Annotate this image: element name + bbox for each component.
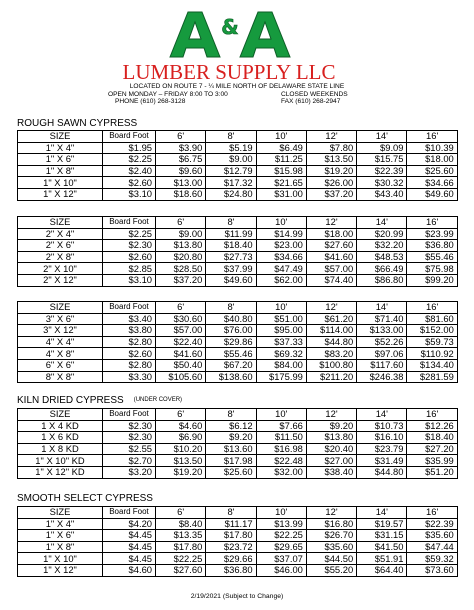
table-row bbox=[18, 466, 458, 478]
size-cell: 8" X 8" bbox=[18, 371, 103, 383]
length-price: $9.20 bbox=[206, 432, 256, 444]
size-cell: 2" X 12" bbox=[18, 274, 103, 286]
length-price: $97.06 bbox=[357, 348, 407, 360]
column-header: 10' bbox=[256, 217, 306, 229]
size-cell: 1" X 6" bbox=[18, 154, 103, 166]
board-foot-price: $4.45 bbox=[103, 541, 156, 553]
length-price: $61.20 bbox=[306, 313, 356, 325]
board-foot-price: $3.80 bbox=[103, 325, 156, 337]
column-header: SIZE bbox=[18, 217, 103, 229]
table-row bbox=[18, 443, 458, 455]
price-table bbox=[17, 301, 458, 383]
board-foot-price: $3.40 bbox=[103, 313, 156, 325]
size-cell: 1 X 4 KD bbox=[18, 420, 103, 432]
board-foot-price: $4.45 bbox=[103, 530, 156, 542]
location-line: LOCATED ON ROUTE 7 - ¼ MILE NORTH OF DELAWARE STATE LINE bbox=[129, 83, 345, 90]
column-header: Board Foot bbox=[103, 302, 156, 314]
length-price: $5.19 bbox=[206, 142, 256, 154]
column-header: 14' bbox=[357, 507, 407, 519]
length-price: $246.38 bbox=[357, 371, 407, 383]
length-price: $22.25 bbox=[156, 553, 206, 565]
column-header: 12' bbox=[306, 507, 356, 519]
table-row bbox=[18, 455, 458, 467]
board-foot-price: $2.85 bbox=[103, 263, 156, 275]
column-header: 16' bbox=[407, 302, 457, 314]
length-price: $9.09 bbox=[357, 142, 407, 154]
length-price: $75.98 bbox=[407, 263, 457, 275]
length-price: $51.91 bbox=[357, 553, 407, 565]
price-table bbox=[17, 506, 458, 577]
length-price: $49.60 bbox=[206, 274, 256, 286]
board-foot-price: $2.40 bbox=[103, 165, 156, 177]
length-price: $44.50 bbox=[306, 553, 356, 565]
table-row bbox=[18, 541, 458, 553]
length-price: $16.80 bbox=[306, 518, 356, 530]
length-price: $24.80 bbox=[206, 188, 256, 200]
column-header: SIZE bbox=[18, 409, 103, 421]
length-price: $27.60 bbox=[156, 564, 206, 576]
header-row bbox=[18, 302, 458, 314]
length-price: $28.50 bbox=[156, 263, 206, 275]
column-header: Board Foot bbox=[103, 409, 156, 421]
length-price: $211.20 bbox=[306, 371, 356, 383]
length-price: $117.60 bbox=[357, 359, 407, 371]
length-price: $37.07 bbox=[256, 553, 306, 565]
length-price: $281.59 bbox=[407, 371, 457, 383]
table-row bbox=[18, 263, 458, 275]
column-header: 6' bbox=[156, 217, 206, 229]
length-price: $4.60 bbox=[156, 420, 206, 432]
length-price: $16.10 bbox=[357, 432, 407, 444]
length-price: $25.60 bbox=[206, 466, 256, 478]
length-price: $34.66 bbox=[256, 251, 306, 263]
length-price: $59.73 bbox=[407, 336, 457, 348]
length-price: $50.40 bbox=[156, 359, 206, 371]
size-cell: 4" X 8" bbox=[18, 348, 103, 360]
length-price: $152.00 bbox=[407, 325, 457, 337]
length-price: $138.60 bbox=[206, 371, 256, 383]
length-price: $6.90 bbox=[156, 432, 206, 444]
table-row bbox=[18, 251, 458, 263]
column-header: 16' bbox=[407, 409, 457, 421]
price-table bbox=[17, 408, 458, 479]
board-foot-price: $2.60 bbox=[103, 348, 156, 360]
length-price: $29.86 bbox=[206, 336, 256, 348]
board-foot-price: $2.30 bbox=[103, 432, 156, 444]
board-foot-price: $2.30 bbox=[103, 420, 156, 432]
company-name: LUMBER SUPPLY LLC bbox=[122, 60, 336, 84]
length-price: $6.75 bbox=[156, 154, 206, 166]
length-price: $35.99 bbox=[407, 455, 457, 467]
length-price: $9.00 bbox=[156, 228, 206, 240]
table-row bbox=[18, 553, 458, 565]
length-price: $15.75 bbox=[357, 154, 407, 166]
length-price: $18.60 bbox=[156, 188, 206, 200]
size-cell: 1" X 10" bbox=[18, 553, 103, 565]
length-price: $18.40 bbox=[206, 240, 256, 252]
column-header: 8' bbox=[206, 507, 256, 519]
length-price: $3.90 bbox=[156, 142, 206, 154]
length-price: $86.80 bbox=[357, 274, 407, 286]
length-price: $19.57 bbox=[357, 518, 407, 530]
header-row bbox=[18, 507, 458, 519]
length-price: $36.80 bbox=[407, 240, 457, 252]
length-price: $62.00 bbox=[256, 274, 306, 286]
length-price: $17.32 bbox=[206, 177, 256, 189]
length-price: $47.49 bbox=[256, 263, 306, 275]
table-row bbox=[18, 240, 458, 252]
length-price: $31.00 bbox=[256, 188, 306, 200]
column-header: 8' bbox=[206, 131, 256, 143]
size-cell: 1" X 8" bbox=[18, 165, 103, 177]
table-row bbox=[18, 518, 458, 530]
length-price: $13.35 bbox=[156, 530, 206, 542]
length-price: $22.48 bbox=[256, 455, 306, 467]
column-header: 10' bbox=[256, 507, 306, 519]
table-row bbox=[18, 313, 458, 325]
table-row bbox=[18, 336, 458, 348]
table-row bbox=[18, 348, 458, 360]
column-header: 10' bbox=[256, 131, 306, 143]
length-price: $14.99 bbox=[256, 228, 306, 240]
price-table bbox=[17, 216, 458, 287]
length-price: $10.73 bbox=[357, 420, 407, 432]
length-price: $32.20 bbox=[357, 240, 407, 252]
size-cell: 1" X 12" KD bbox=[18, 466, 103, 478]
length-price: $27.00 bbox=[306, 455, 356, 467]
size-cell: 1" X 10" bbox=[18, 177, 103, 189]
length-price: $44.80 bbox=[357, 466, 407, 478]
header-row bbox=[18, 217, 458, 229]
length-price: $8.40 bbox=[156, 518, 206, 530]
length-price: $11.17 bbox=[206, 518, 256, 530]
size-cell: 6" X 6" bbox=[18, 359, 103, 371]
length-price: $19.20 bbox=[306, 165, 356, 177]
column-header: 12' bbox=[306, 131, 356, 143]
length-price: $31.15 bbox=[357, 530, 407, 542]
closed-line: CLOSED WEEKENDS bbox=[281, 90, 348, 98]
column-header: 6' bbox=[156, 302, 206, 314]
board-foot-price: $4.60 bbox=[103, 564, 156, 576]
column-header: 16' bbox=[407, 131, 457, 143]
board-foot-price: $3.10 bbox=[103, 274, 156, 286]
length-price: $30.32 bbox=[357, 177, 407, 189]
length-price: $41.50 bbox=[357, 541, 407, 553]
board-foot-price: $2.30 bbox=[103, 240, 156, 252]
size-cell: 2" X 8" bbox=[18, 251, 103, 263]
length-price: $114.00 bbox=[306, 325, 356, 337]
length-price: $83.20 bbox=[306, 348, 356, 360]
table-row bbox=[18, 530, 458, 542]
length-price: $59.32 bbox=[407, 553, 457, 565]
section-note: (UNDER COVER) bbox=[133, 397, 183, 403]
length-price: $22.25 bbox=[256, 530, 306, 542]
board-foot-price: $2.80 bbox=[103, 336, 156, 348]
board-foot-price: $3.20 bbox=[103, 466, 156, 478]
length-price: $36.80 bbox=[206, 564, 256, 576]
column-header: 16' bbox=[407, 507, 457, 519]
board-foot-price: $1.95 bbox=[103, 142, 156, 154]
length-price: $25.60 bbox=[407, 165, 457, 177]
length-price: $12.26 bbox=[407, 420, 457, 432]
length-price: $13.99 bbox=[256, 518, 306, 530]
length-price: $48.53 bbox=[357, 251, 407, 263]
length-price: $13.00 bbox=[156, 177, 206, 189]
length-price: $18.00 bbox=[306, 228, 356, 240]
size-cell: 1" X 10" KD bbox=[18, 455, 103, 467]
length-price: $30.60 bbox=[156, 313, 206, 325]
company-logo bbox=[0, 0, 474, 84]
length-price: $27.60 bbox=[306, 240, 356, 252]
length-price: $31.49 bbox=[357, 455, 407, 467]
length-price: $17.98 bbox=[206, 455, 256, 467]
length-price: $37.20 bbox=[306, 188, 356, 200]
column-header: 14' bbox=[357, 302, 407, 314]
length-price: $29.65 bbox=[256, 541, 306, 553]
size-cell: 1 X 6 KD bbox=[18, 432, 103, 444]
length-price: $10.39 bbox=[407, 142, 457, 154]
header bbox=[0, 0, 474, 112]
fax-line: FAX (610) 268-2947 bbox=[281, 98, 341, 106]
length-price: $18.00 bbox=[407, 154, 457, 166]
table-row bbox=[18, 177, 458, 189]
length-price: $22.39 bbox=[357, 165, 407, 177]
length-price: $35.60 bbox=[407, 530, 457, 542]
size-cell: 1" X 4" bbox=[18, 142, 103, 154]
length-price: $21.65 bbox=[256, 177, 306, 189]
length-price: $43.40 bbox=[357, 188, 407, 200]
length-price: $44.80 bbox=[306, 336, 356, 348]
length-price: $10.20 bbox=[156, 443, 206, 455]
length-price: $95.00 bbox=[256, 325, 306, 337]
column-header: Board Foot bbox=[103, 507, 156, 519]
length-price: $9.60 bbox=[156, 165, 206, 177]
length-price: $7.80 bbox=[306, 142, 356, 154]
length-price: $23.79 bbox=[357, 443, 407, 455]
length-price: $23.00 bbox=[256, 240, 306, 252]
section-title-smooth-select: SMOOTH SELECT CYPRESS bbox=[17, 493, 153, 504]
length-price: $37.99 bbox=[206, 263, 256, 275]
size-cell: 3" X 12" bbox=[18, 325, 103, 337]
table-row bbox=[18, 165, 458, 177]
board-foot-price: $4.45 bbox=[103, 553, 156, 565]
length-price: $20.99 bbox=[357, 228, 407, 240]
table-row bbox=[18, 325, 458, 337]
length-price: $34.66 bbox=[407, 177, 457, 189]
length-price: $12.79 bbox=[206, 165, 256, 177]
length-price: $9.00 bbox=[206, 154, 256, 166]
length-price: $67.20 bbox=[206, 359, 256, 371]
length-price: $27.20 bbox=[407, 443, 457, 455]
column-header: 8' bbox=[206, 302, 256, 314]
length-price: $37.20 bbox=[156, 274, 206, 286]
length-price: $105.60 bbox=[156, 371, 206, 383]
length-price: $23.99 bbox=[407, 228, 457, 240]
length-price: $38.40 bbox=[306, 466, 356, 478]
length-price: $26.00 bbox=[306, 177, 356, 189]
length-price: $20.80 bbox=[156, 251, 206, 263]
length-price: $23.72 bbox=[206, 541, 256, 553]
length-price: $16.98 bbox=[256, 443, 306, 455]
size-cell: 4" X 4" bbox=[18, 336, 103, 348]
length-price: $134.40 bbox=[407, 359, 457, 371]
length-price: $55.46 bbox=[206, 348, 256, 360]
length-price: $49.60 bbox=[407, 188, 457, 200]
column-header: Board Foot bbox=[103, 131, 156, 143]
length-price: $37.33 bbox=[256, 336, 306, 348]
board-foot-price: $3.10 bbox=[103, 188, 156, 200]
header-row bbox=[18, 409, 458, 421]
table-row bbox=[18, 154, 458, 166]
column-header: SIZE bbox=[18, 131, 103, 143]
length-price: $26.70 bbox=[306, 530, 356, 542]
length-price: $66.49 bbox=[357, 263, 407, 275]
board-foot-price: $3.30 bbox=[103, 371, 156, 383]
size-cell: 1" X 12" bbox=[18, 564, 103, 576]
column-header: 16' bbox=[407, 217, 457, 229]
column-header: 8' bbox=[206, 409, 256, 421]
column-header: 14' bbox=[357, 409, 407, 421]
board-foot-price: $2.25 bbox=[103, 154, 156, 166]
size-cell: 3" X 6" bbox=[18, 313, 103, 325]
price-table bbox=[17, 130, 458, 201]
length-price: $6.49 bbox=[256, 142, 306, 154]
board-foot-price: $2.60 bbox=[103, 251, 156, 263]
column-header: 8' bbox=[206, 217, 256, 229]
length-price: $20.40 bbox=[306, 443, 356, 455]
size-cell: 2" X 6" bbox=[18, 240, 103, 252]
logo-mark bbox=[170, 12, 290, 57]
length-price: $6.12 bbox=[206, 420, 256, 432]
size-cell: 1 X 8 KD bbox=[18, 443, 103, 455]
length-price: $64.40 bbox=[357, 564, 407, 576]
board-foot-price: $2.60 bbox=[103, 177, 156, 189]
column-header: 14' bbox=[357, 217, 407, 229]
length-price: $15.98 bbox=[256, 165, 306, 177]
board-foot-price: $2.70 bbox=[103, 455, 156, 467]
length-price: $71.40 bbox=[357, 313, 407, 325]
size-cell: 2" X 10" bbox=[18, 263, 103, 275]
length-price: $19.20 bbox=[156, 466, 206, 478]
length-price: $175.99 bbox=[256, 371, 306, 383]
section-title-kiln-dried: KILN DRIED CYPRESS (UNDER COVER) bbox=[17, 395, 183, 407]
length-price: $11.50 bbox=[256, 432, 306, 444]
length-price: $22.40 bbox=[156, 336, 206, 348]
column-header: 6' bbox=[156, 409, 206, 421]
board-foot-price: $2.25 bbox=[103, 228, 156, 240]
length-price: $7.66 bbox=[256, 420, 306, 432]
length-price: $41.60 bbox=[306, 251, 356, 263]
length-price: $51.20 bbox=[407, 466, 457, 478]
column-header: 12' bbox=[306, 302, 356, 314]
length-price: $73.60 bbox=[407, 564, 457, 576]
length-price: $110.92 bbox=[407, 348, 457, 360]
size-cell: 1" X 6" bbox=[18, 530, 103, 542]
board-foot-price: $2.55 bbox=[103, 443, 156, 455]
length-price: $52.26 bbox=[357, 336, 407, 348]
table-row bbox=[18, 359, 458, 371]
length-price: $55.46 bbox=[407, 251, 457, 263]
column-header: 14' bbox=[357, 131, 407, 143]
length-price: $13.50 bbox=[306, 154, 356, 166]
column-header: 10' bbox=[256, 302, 306, 314]
column-header: 10' bbox=[256, 409, 306, 421]
length-price: $99.20 bbox=[407, 274, 457, 286]
column-header: 12' bbox=[306, 217, 356, 229]
length-price: $51.00 bbox=[256, 313, 306, 325]
hours-line: OPEN MONDAY – FRIDAY 8:00 TO 3:00 bbox=[108, 90, 228, 98]
length-price: $74.40 bbox=[306, 274, 356, 286]
board-foot-price: $4.20 bbox=[103, 518, 156, 530]
board-foot-price: $2.80 bbox=[103, 359, 156, 371]
svg-text:&: & bbox=[221, 15, 239, 39]
length-price: $13.60 bbox=[206, 443, 256, 455]
phone-line: PHONE (610) 268-3128 bbox=[115, 98, 186, 106]
column-header: Board Foot bbox=[103, 217, 156, 229]
length-price: $57.00 bbox=[156, 325, 206, 337]
table-row bbox=[18, 274, 458, 286]
length-price: $13.80 bbox=[156, 240, 206, 252]
length-price: $55.20 bbox=[306, 564, 356, 576]
length-price: $22.39 bbox=[407, 518, 457, 530]
column-header: 12' bbox=[306, 409, 356, 421]
table-row bbox=[18, 432, 458, 444]
table-row bbox=[18, 564, 458, 576]
length-price: $40.80 bbox=[206, 313, 256, 325]
length-price: $32.00 bbox=[256, 466, 306, 478]
table-row bbox=[18, 228, 458, 240]
length-price: $17.80 bbox=[156, 541, 206, 553]
length-price: $18.40 bbox=[407, 432, 457, 444]
length-price: $100.80 bbox=[306, 359, 356, 371]
length-price: $46.00 bbox=[256, 564, 306, 576]
length-price: $27.73 bbox=[206, 251, 256, 263]
length-price: $41.60 bbox=[156, 348, 206, 360]
header-row bbox=[18, 131, 458, 143]
footer-note: 2/19/2021 (Subject to Change) bbox=[190, 593, 284, 600]
length-price: $13.80 bbox=[306, 432, 356, 444]
length-price: $13.50 bbox=[156, 455, 206, 467]
length-price: $57.00 bbox=[306, 263, 356, 275]
section-title-rough-sawn: ROUGH SAWN CYPRESS bbox=[17, 118, 138, 129]
length-price: $133.00 bbox=[357, 325, 407, 337]
length-price: $84.00 bbox=[256, 359, 306, 371]
length-price: $17.80 bbox=[206, 530, 256, 542]
size-cell: 1" X 4" bbox=[18, 518, 103, 530]
length-price: $81.60 bbox=[407, 313, 457, 325]
size-cell: 1" X 8" bbox=[18, 541, 103, 553]
column-header: 6' bbox=[156, 131, 206, 143]
length-price: $35.60 bbox=[306, 541, 356, 553]
length-price: $69.32 bbox=[256, 348, 306, 360]
table-row bbox=[18, 142, 458, 154]
size-cell: 2" X 4" bbox=[18, 228, 103, 240]
length-price: $11.25 bbox=[256, 154, 306, 166]
column-header: 6' bbox=[156, 507, 206, 519]
length-price: $47.44 bbox=[407, 541, 457, 553]
length-price: $76.00 bbox=[206, 325, 256, 337]
length-price: $9.20 bbox=[306, 420, 356, 432]
length-price: $11.99 bbox=[206, 228, 256, 240]
table-row bbox=[18, 188, 458, 200]
table-row bbox=[18, 420, 458, 432]
length-price: $29.66 bbox=[206, 553, 256, 565]
size-cell: 1" X 12" bbox=[18, 188, 103, 200]
column-header: SIZE bbox=[18, 302, 103, 314]
table-row bbox=[18, 371, 458, 383]
column-header: SIZE bbox=[18, 507, 103, 519]
